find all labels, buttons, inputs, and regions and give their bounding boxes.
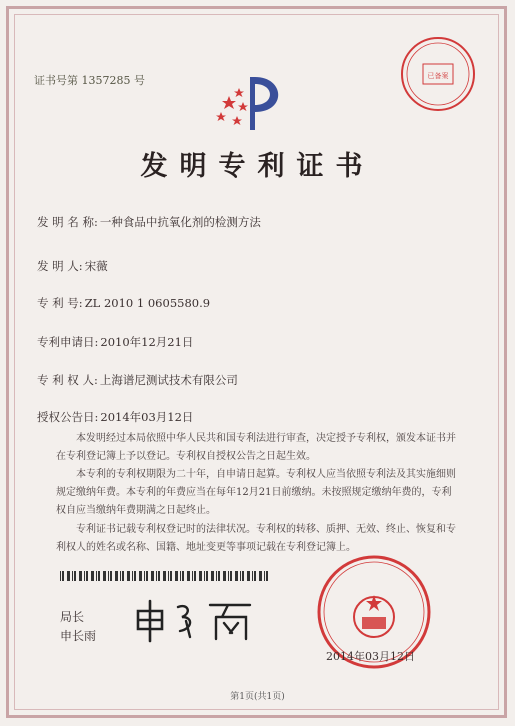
invention-name-row	[37, 214, 261, 230]
certificate-number	[34, 72, 145, 88]
grant-date-value: 2014年03月12日	[100, 410, 194, 424]
patentee-row	[37, 372, 238, 388]
paragraph-grant: 本发明经过本局依照中华人民共和国专利法进行审查，决定授予专利权，颁发本证书并在专利登记簿上予以登记。专利权自授权公告之日起生效。	[56, 433, 456, 462]
invention-name-value: 一种食品中抗氧化剂的检测方法	[99, 215, 261, 229]
inventor-row	[37, 258, 108, 274]
paragraph-term: 本专利的专利权期限为二十年，自申请日起算。专利权人应当依照专利法及其实施细则规定缴纳年费。本专利的年费应当在每年12月21日前缴纳。未按照规定缴纳年费的，专利权自应当缴纳年费期满之日起终止。	[56, 469, 456, 516]
patent-office-logo-icon	[215, 72, 295, 134]
director-name: 申长雨	[60, 629, 97, 643]
patent-number-label: 专 利 号:	[37, 296, 83, 310]
filing-date-value: 2010年12月21日	[100, 335, 194, 349]
filing-date-label: 专利申请日:	[37, 335, 99, 349]
patent-number-row	[37, 295, 210, 311]
seal-date: 2014年03月12日	[326, 650, 415, 663]
certificate-title: 发明专利证书	[140, 151, 375, 182]
paragraph-register: 专利证书记载专利权登记时的法律状况。专利权的转移、质押、无效、终止、恢复和专利权人的姓名或名称、国籍、地址变更等事项记载在专利登记簿上。	[56, 524, 456, 553]
certificate-number-label: 证书号第	[34, 74, 78, 87]
director-title: 局长	[60, 610, 85, 624]
patentee-label: 专 利 权 人:	[37, 373, 98, 387]
patent-number-value: ZL 2010 1 0605580.9	[84, 296, 211, 310]
grant-date-label: 授权公告日:	[37, 410, 99, 424]
patentee-value: 上海谱尼测试技术有限公司	[99, 373, 238, 387]
certificate-number-suffix: 号	[134, 74, 145, 87]
inventor-value: 宋薇	[84, 259, 108, 273]
page-footer: 第1页(共1页)	[230, 692, 285, 702]
director-signature-icon	[132, 593, 262, 643]
grant-date-row	[37, 409, 193, 425]
invention-name-label: 发 明 名 称:	[37, 215, 98, 229]
svg-text:已备案: 已备案	[427, 72, 449, 80]
agency-seal-icon	[398, 34, 478, 114]
barcode-icon	[60, 571, 270, 581]
filing-date-row	[37, 334, 193, 350]
inventor-label: 发 明 人:	[37, 259, 83, 273]
certificate-number-value: 1357285	[81, 74, 131, 87]
